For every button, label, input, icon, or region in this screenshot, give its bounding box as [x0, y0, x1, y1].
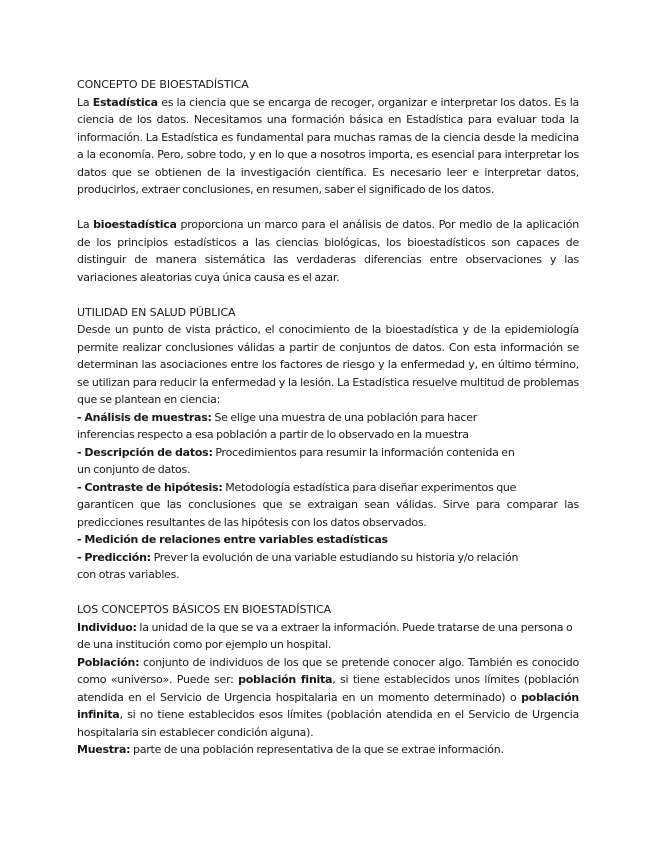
- text: La: [77, 95, 93, 109]
- paragraph-muestra: [77, 741, 579, 759]
- list-item-medicion: [77, 531, 579, 549]
- term-label: Población:: [77, 655, 140, 669]
- paragraph-bioestadistica: [77, 216, 579, 286]
- item-label: - Predicción:: [77, 550, 151, 564]
- text: Procedimientos para resumir la información contenida en: [212, 445, 515, 459]
- list-item-prediccion: [77, 549, 579, 584]
- item-label: - Medición de relaciones entre variables estadísticas: [77, 533, 388, 546]
- text: es la ciencia que se encarga de recoger, organizar e interpretar los datos. Es la ciencia de los datos. Necesitamos una formación básica en Estadística para evaluar toda la información. La Estadística es fundamental para muchas ramas de la ciencia desde la medicina a la economía. Pero, sobre todo, y en lo que a nosotros importa, es esencial para interpretar los datos que se obtienen de la investigación científica. Es necesario leer e interpretar datos, producirlos, extraer conclusiones, en resumen, saber el significado de los datos.: [77, 95, 579, 196]
- paragraph-utilidad-intro: Desde un punto de vista práctico, el conocimiento de la bioestadística y de la epidemiología permite realizar conclusiones válidas a partir de conjuntos de datos. Con esta información se determinan las asociaciones entre los factores de riesgo y la enfermedad y, en último término, se utilizan para reducir la enfermedad y la lesión. La Estadística resuelve multitud de problemas que se plantean en ciencia:: [77, 323, 579, 406]
- item-label: - Análisis de muestras:: [77, 410, 212, 424]
- heading-conceptos-basicos: LOS CONCEPTOS BÁSICOS EN BIOESTADÍSTICA: [77, 603, 332, 616]
- paragraph-individuo: [77, 619, 579, 654]
- list-item-contraste-cont: garanticen que las conclusiones que se extraigan sean válidas. Sirve para comparar las predicciones resultantes de las hipótesis con los datos observados.: [77, 498, 579, 529]
- text: inferencias respecto a esa población a partir de lo observado en la muestra: [77, 428, 469, 441]
- text: , si tiene establecidos unos límites (población atendida en el Servicio de Urgencia hospitalaria en un momento determinado) o: [77, 673, 579, 704]
- list-item-analisis: [77, 409, 579, 444]
- text: parte de una población representativa de la que se extrae información.: [130, 743, 504, 756]
- text: la unidad de la que se va a extraer la información. Puede tratarse de una persona o de una institución como por ejemplo un hospital.: [77, 620, 573, 651]
- term-label: Individuo:: [77, 620, 137, 634]
- text: Prever la evolución de una variable estudiando su historia y/o relación: [150, 550, 519, 564]
- item-label: - Descripción de datos:: [77, 445, 213, 459]
- term-label: Muestra:: [77, 743, 131, 756]
- text: La: [77, 218, 94, 231]
- heading-utilidad: UTILIDAD EN SALUD PÚBLICA: [77, 305, 236, 319]
- bold-term: Estadística: [92, 95, 158, 109]
- text: un conjunto de datos.: [77, 463, 191, 476]
- text: Metodología estadística para diseñar experimentos que: [222, 480, 517, 494]
- list-item-descripcion: [77, 444, 579, 479]
- text: proporciona un marco para el análisis de datos. Por medio de la aplicación de los principios estadísticos a las ciencias biológicas, los bioestadísticos son capaces de distinguir de manera sistemática las verdaderas diferencias entre observaciones y las variaciones aleatorias cuya única causa es el azar.: [77, 218, 579, 284]
- text: conjunto de individuos de los que se pretende conocer algo. También es conocido como «universo». Puede ser:: [77, 655, 579, 686]
- text: Se elige una muestra de una población para hacer: [211, 410, 477, 424]
- text: con otras variables.: [77, 568, 180, 581]
- text: , si no tiene establecidos esos límites (población atendida en el Servicio de Urgencia hospitalaria sin establecer condición alguna).: [77, 708, 579, 739]
- bold-term: bioestadística: [93, 218, 177, 231]
- paragraph-poblacion: [77, 654, 579, 742]
- paragraph-estadistica: [77, 94, 579, 199]
- item-label: - Contraste de hipótesis:: [77, 480, 223, 494]
- bold-term: población finita: [238, 673, 333, 686]
- bold-term: población infinita: [77, 690, 579, 721]
- heading-concepto: CONCEPTO DE BIOESTADÍSTICA: [77, 78, 249, 91]
- list-item-contraste: [77, 479, 579, 497]
